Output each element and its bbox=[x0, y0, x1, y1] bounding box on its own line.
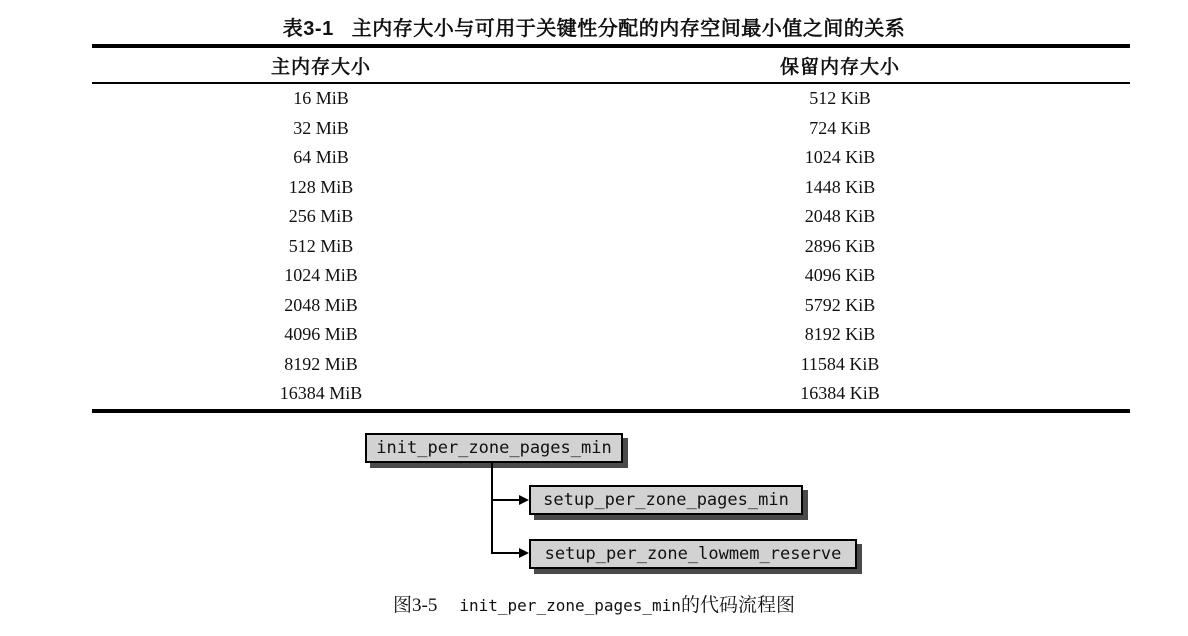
main-memory-cell: 1024 MiB bbox=[284, 265, 358, 286]
flow-box-setup-per-zone-pages-min: setup_per_zone_pages_min bbox=[529, 485, 803, 515]
reserved-memory-cell: 2048 KiB bbox=[804, 206, 876, 227]
arrowhead-icon bbox=[519, 548, 529, 558]
table-row bbox=[92, 84, 1130, 114]
reserved-memory-cell: 8192 KiB bbox=[804, 324, 876, 345]
main-memory-cell: 64 MiB bbox=[293, 147, 349, 168]
main-memory-cell: 32 MiB bbox=[293, 117, 349, 138]
flow-box-setup-per-zone-lowmem-reserve: setup_per_zone_lowmem_reserve bbox=[529, 539, 857, 569]
table-row bbox=[92, 379, 1130, 409]
table-title bbox=[0, 12, 1188, 41]
table-row bbox=[92, 291, 1130, 321]
table-row bbox=[92, 261, 1130, 291]
connector-vertical-line bbox=[491, 463, 493, 554]
table-row bbox=[92, 173, 1130, 203]
figure-caption bbox=[0, 590, 1188, 617]
column-header-main-memory: 主内存大小 bbox=[270, 56, 371, 78]
reserved-memory-cell: 11584 KiB bbox=[800, 353, 880, 374]
reserved-memory-cell: 1448 KiB bbox=[804, 176, 876, 197]
column-header-reserved-memory: 保留内存大小 bbox=[779, 56, 900, 78]
main-memory-cell: 16384 MiB bbox=[279, 383, 363, 404]
connector-arrow-line-2 bbox=[492, 552, 521, 554]
table-row bbox=[92, 320, 1130, 350]
caption-suffix: 的代码流程图 bbox=[680, 595, 795, 616]
table-row bbox=[92, 114, 1130, 144]
main-memory-cell: 2048 MiB bbox=[284, 294, 358, 315]
main-memory-cell: 8192 MiB bbox=[284, 353, 358, 374]
table-row bbox=[92, 143, 1130, 173]
table-row bbox=[92, 202, 1130, 232]
table-number: 表3-1 bbox=[282, 18, 334, 40]
main-memory-cell: 256 MiB bbox=[288, 206, 354, 227]
main-memory-cell: 16 MiB bbox=[293, 88, 349, 109]
table-header-row bbox=[92, 48, 1130, 84]
main-memory-cell: 128 MiB bbox=[288, 176, 354, 197]
reserved-memory-cell: 4096 KiB bbox=[804, 265, 876, 286]
reserved-memory-cell: 5792 KiB bbox=[804, 294, 876, 315]
main-memory-cell: 512 MiB bbox=[288, 235, 354, 256]
connector-arrow-line-1 bbox=[492, 499, 521, 501]
table-title-text: 主内存大小与可用于关键性分配的内存空间最小值之间的关系 bbox=[351, 18, 906, 40]
flow-box-init-per-zone-pages-min: init_per_zone_pages_min bbox=[365, 433, 623, 463]
caption-code-text: init_per_zone_pages_min bbox=[459, 596, 681, 615]
reserved-memory-cell: 2896 KiB bbox=[804, 235, 876, 256]
arrowhead-icon bbox=[519, 495, 529, 505]
reserved-memory-cell: 1024 KiB bbox=[804, 147, 876, 168]
table-row bbox=[92, 232, 1130, 262]
memory-table bbox=[92, 44, 1130, 413]
reserved-memory-cell: 724 KiB bbox=[809, 117, 871, 138]
table-row bbox=[92, 350, 1130, 380]
reserved-memory-cell: 512 KiB bbox=[809, 88, 871, 109]
figure-number: 图3-5 bbox=[393, 595, 438, 616]
main-memory-cell: 4096 MiB bbox=[284, 324, 358, 345]
reserved-memory-cell: 16384 KiB bbox=[800, 383, 880, 404]
